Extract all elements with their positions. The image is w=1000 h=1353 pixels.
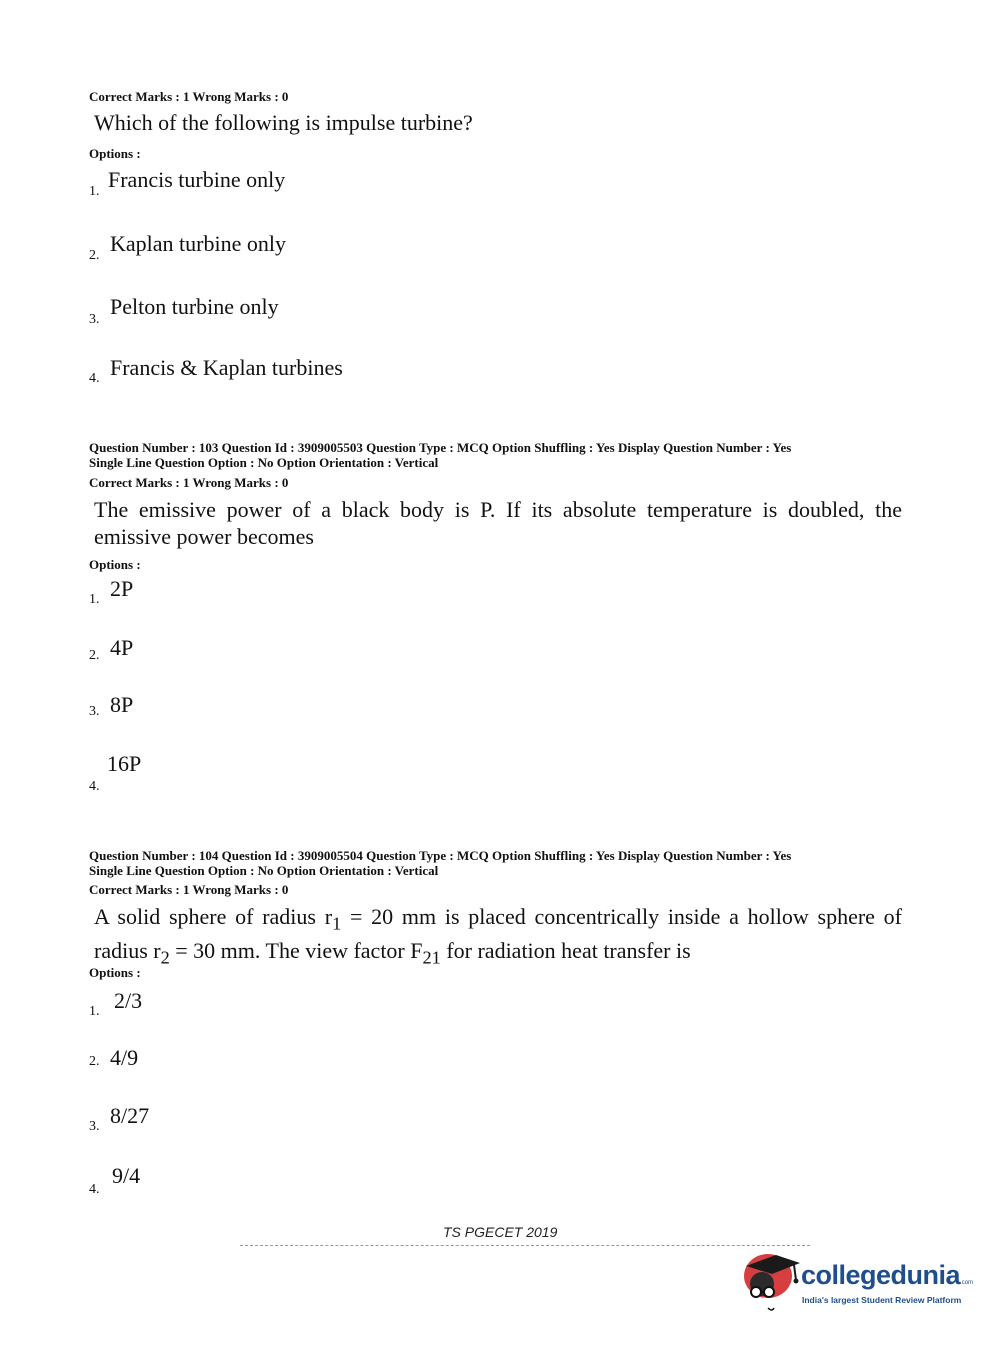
option-text-q104-2: 4/9 (110, 1045, 139, 1070)
question-header-q103-line1: Question Number : 103 Question Id : 3909005503 Question Type : MCQ Option Shuffling : Yes Display Question Number : Yes (89, 440, 792, 455)
logo-brand-name: collegedunia (801, 1260, 961, 1290)
option-text-q103-4: 16P (107, 751, 142, 776)
marks-line-q104: Correct Marks : 1 Wrong Marks : 0 (89, 882, 289, 897)
question-text-q102: Which of the following is impulse turbine? (94, 110, 473, 135)
option-text-q103-3: 8P (110, 692, 134, 717)
option-number-q104-1: 1. (89, 1004, 100, 1019)
option-number-q104-4: 4. (89, 1182, 100, 1197)
option-number-q103-3: 3. (89, 704, 100, 719)
footer-divider (240, 1245, 810, 1247)
option-number-q103-2: 2. (89, 648, 100, 663)
option-number-q102-2: 2. (89, 248, 100, 263)
option-number-q103-4: 4. (89, 779, 100, 794)
options-label-q104: Options : (89, 965, 141, 980)
option-text-q102-4: Francis & Kaplan turbines (110, 355, 343, 380)
option-text-q104-3: 8/27 (110, 1103, 150, 1128)
question-text-q103: The emissive power of a black body is P. If its absolute temperature is doubled, the emissive power becomes (94, 497, 902, 549)
question-header-q103-line2: Single Line Question Option : No Option Orientation : Vertical (89, 455, 439, 470)
logo-domain-suffix: .com (960, 1280, 974, 1286)
footer-exam-title: TS PGECET 2019 (443, 1224, 558, 1240)
option-text-q102-1: Francis turbine only (108, 167, 286, 192)
option-number-q104-2: 2. (89, 1054, 100, 1069)
collegedunia-mascot-icon (738, 1246, 808, 1316)
option-text-q103-1: 2P (110, 576, 134, 601)
option-text-q104-4: 9/4 (112, 1163, 141, 1188)
options-label-q103: Options : (89, 557, 141, 572)
marks-line-q103: Correct Marks : 1 Wrong Marks : 0 (89, 475, 289, 490)
option-text-q104-1: 2/3 (114, 988, 143, 1013)
question-text-q104: A solid sphere of radius $r_1 = 20$ mm is placed concentrically inside a hollow sphere of radius $r_2 = 30$ mm. The view factor $F_{21}$ for radiation heat transfer is (94, 904, 902, 968)
option-text-q103-2: 4P (110, 635, 134, 660)
option-number-q102-3: 3. (89, 312, 100, 327)
option-number-q103-1: 1. (89, 592, 100, 607)
marks-line-q102: Correct Marks : 1 Wrong Marks : 0 (89, 89, 289, 104)
option-number-q104-3: 3. (89, 1119, 100, 1134)
question-header-q104-line2: Single Line Question Option : No Option Orientation : Vertical (89, 863, 439, 878)
question-header-q104-line1: Question Number : 104 Question Id : 3909005504 Question Type : MCQ Option Shuffling : Yes Display Question Number : Yes (89, 848, 792, 863)
option-text-q102-2: Kaplan turbine only (110, 231, 286, 256)
option-number-q102-4: 4. (89, 371, 100, 386)
collegedunia-logo-wordmark (801, 1260, 973, 1291)
option-number-q102-1: 1. (89, 184, 100, 199)
option-text-q102-3: Pelton turbine only (110, 294, 279, 319)
logo-tagline: India's largest Student Review Platform (802, 1295, 962, 1305)
options-label-q102: Options : (89, 146, 141, 161)
